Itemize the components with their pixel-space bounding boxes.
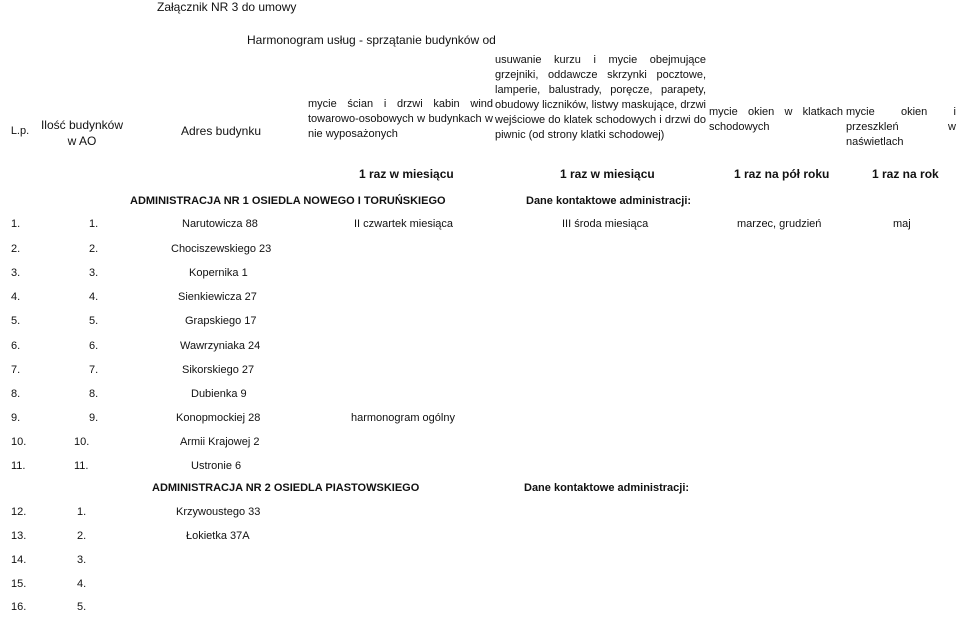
column-header-stairwell-windows: mycie okien w klatkach schodowych <box>709 106 843 133</box>
row-number: 5. <box>77 601 87 613</box>
row-lp: 11. <box>11 460 26 472</box>
row-number: 1. <box>77 506 87 518</box>
row-lp: 1. <box>11 218 21 230</box>
section-title-administration-1: ADMINISTRACJA NR 1 OSIEDLA NOWEGO I TORUŃSKIEGO <box>130 195 446 207</box>
table-row <box>0 530 960 550</box>
row-wall-cleaning: II czwartek miesiąca <box>354 218 454 230</box>
row-address: Armii Krajowej 2 <box>180 436 260 448</box>
row-number: 2. <box>77 530 87 542</box>
row-lp: 15. <box>11 578 27 590</box>
column-header-dusting: usuwanie kurzu i mycie obejmujące grzejniki, oddawcze skrzynki pocztowe, lamperie, balustrady, poręcze, parapety, obudowy liczników, listwy maskujące, drzwi wejściowe do klatek schodowych i drzwi do piwnic (od strony klatki schodowej) <box>495 54 706 141</box>
row-number: 3. <box>89 267 99 279</box>
row-address: Wawrzyniaka 24 <box>180 340 261 352</box>
row-address: Łokietka 37A <box>186 530 250 542</box>
column-header-skylight-windows: mycie okien i przeszkleń w naświetlach <box>846 106 956 148</box>
section-contact-label-2: Dane kontaktowe administracji: <box>524 482 690 494</box>
table-row <box>0 412 960 432</box>
row-number: 11. <box>74 460 89 472</box>
row-number: 6. <box>89 340 99 352</box>
row-wall-cleaning: harmonogram ogólny <box>351 412 455 424</box>
section-title-administration-2: ADMINISTRACJA NR 2 OSIEDLA PIASTOWSKIEGO <box>152 482 420 494</box>
row-number: 8. <box>89 388 99 400</box>
row-number: 10. <box>74 436 90 448</box>
table-row <box>0 601 960 621</box>
row-number: 5. <box>89 315 99 327</box>
attachment-label: Załącznik NR 3 do umowy <box>157 0 297 14</box>
frequency-skylight-windows: 1 raz na rok <box>872 167 939 181</box>
column-header-building-count: Ilość budynków w AO <box>40 118 124 148</box>
row-address: Kopernika 1 <box>189 267 248 279</box>
row-stairwell-windows: marzec, grudzień <box>737 218 822 230</box>
row-lp: 14. <box>11 554 27 566</box>
row-address: Krzywoustego 33 <box>176 506 261 518</box>
row-lp: 7. <box>11 364 21 376</box>
row-lp: 13. <box>11 530 27 542</box>
table-row <box>0 243 960 263</box>
table-row <box>0 460 960 480</box>
row-address: Chociszewskiego 23 <box>171 243 272 255</box>
row-address: Grapskiego 17 <box>185 315 257 327</box>
table-row <box>0 364 960 384</box>
schedule-title: Harmonogram usług - sprzątanie budynków od <box>247 33 496 47</box>
frequency-dusting: 1 raz w miesiącu <box>560 167 655 181</box>
row-skylight-windows: maj <box>893 218 911 230</box>
table-row <box>0 436 960 456</box>
row-lp: 2. <box>11 243 21 255</box>
row-lp: 9. <box>11 412 21 424</box>
row-number: 4. <box>77 578 87 590</box>
row-lp: 6. <box>11 340 21 352</box>
table-row <box>0 315 960 335</box>
table-row <box>0 388 960 408</box>
row-lp: 10. <box>11 436 27 448</box>
section-contact-label-1: Dane kontaktowe administracji: <box>526 195 692 207</box>
row-lp: 5. <box>11 315 21 327</box>
row-lp: 3. <box>11 267 21 279</box>
column-header-lp: L.p. <box>10 125 30 137</box>
row-address: Sikorskiego 27 <box>182 364 255 376</box>
table-row <box>0 340 960 360</box>
row-number: 1. <box>89 218 99 230</box>
row-address: Dubienka 9 <box>191 388 247 400</box>
column-header-address: Adres budynku <box>180 124 262 138</box>
row-number: 4. <box>89 291 99 303</box>
table-row <box>0 291 960 311</box>
row-lp: 16. <box>11 601 27 613</box>
row-lp: 4. <box>11 291 21 303</box>
row-address: Narutowicza 88 <box>182 218 258 230</box>
table-row <box>0 267 960 287</box>
row-address: Sienkiewicza 27 <box>178 291 257 303</box>
row-number: 7. <box>89 364 99 376</box>
table-row <box>0 218 960 238</box>
column-header-wall-cleaning: mycie ścian i drzwi kabin wind towarowo-osobowych w budynkach w nie wyposażonych <box>308 98 493 140</box>
row-address: Ustronie 6 <box>191 460 242 472</box>
row-lp: 8. <box>11 388 21 400</box>
frequency-wall-cleaning: 1 raz w miesiącu <box>359 167 454 181</box>
table-row <box>0 578 960 598</box>
row-number: 2. <box>89 243 99 255</box>
row-address: Konopmockiej 28 <box>176 412 261 424</box>
row-dusting: III środa miesiąca <box>562 218 649 230</box>
row-number: 3. <box>77 554 87 566</box>
row-number: 9. <box>89 412 99 424</box>
row-lp: 12. <box>11 506 27 518</box>
frequency-stairwell-windows: 1 raz na pół roku <box>734 167 830 181</box>
table-row <box>0 506 960 526</box>
table-row <box>0 554 960 574</box>
